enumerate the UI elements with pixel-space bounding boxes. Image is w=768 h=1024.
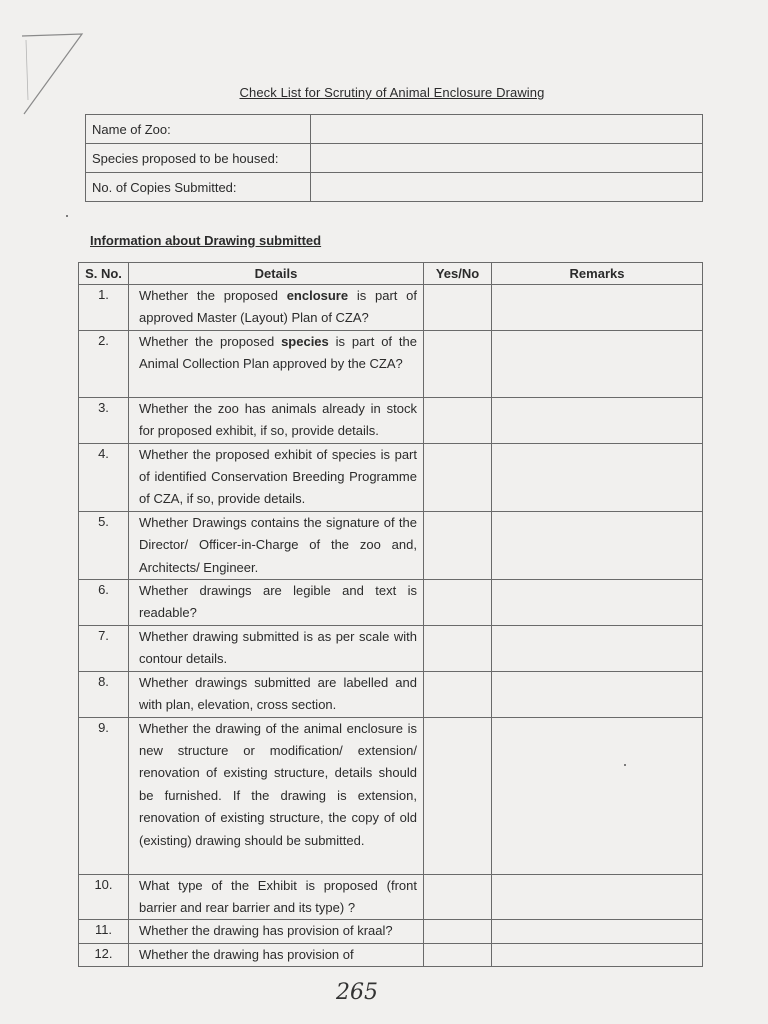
page-title: Check List for Scrutiny of Animal Enclosure Drawing [239,85,545,100]
row-yesno-cell [424,920,492,943]
row-yesno-cell [424,943,492,966]
info-value [311,173,703,202]
info-row [86,144,703,173]
row-yesno-cell [424,285,492,331]
row-yesno-cell [424,625,492,671]
row-details [129,717,424,874]
row-remarks-cell [492,671,703,717]
info-label: No. of Copies Submitted: [86,173,311,202]
row-remarks-cell [492,443,703,511]
header-yesno: Yes/No [424,263,492,285]
info-label: Species proposed to be housed: [86,144,311,173]
info-value [311,115,703,144]
details-text: Whether Drawings contains the signature of the Director/ Officer-in-Charge of the zoo and, Architects/ Engineer. [139,514,417,575]
row-details [129,943,424,966]
table-row [79,285,703,331]
info-value [311,144,703,173]
row-sno: 9. [79,717,129,874]
row-yesno-cell [424,671,492,717]
row-remarks-cell [492,330,703,397]
table-row [79,330,703,397]
zoo-info-table [85,114,703,202]
row-sno: 1. [79,285,129,331]
row-details [129,397,424,443]
details-text: Whether drawing submitted is as per scale with contour details. [139,628,417,667]
row-sno: 2. [79,330,129,397]
table-row [79,580,703,626]
row-details [129,920,424,943]
details-text: Whether drawings submitted are labelled and with plan, elevation, cross section. [139,674,417,713]
row-sno: 3. [79,397,129,443]
row-details [129,580,424,626]
row-yesno-cell [424,443,492,511]
details-text: is part of approved Master (Layout) Plan of CZA? [139,288,418,326]
row-yesno-cell [424,717,492,874]
table-row [79,625,703,671]
table-row [79,874,703,920]
row-sno: 6. [79,580,129,626]
row-yesno-cell [424,397,492,443]
table-row [79,943,703,966]
row-sno: 12. [79,943,129,966]
table-row [79,717,703,874]
row-details [129,874,424,920]
section-heading: Information about Drawing submitted [90,233,322,248]
details-text: Whether the drawing has provision of kraal? [139,923,393,939]
details-text: Whether the proposed [139,288,287,303]
row-details [129,330,424,397]
details-text: Whether the zoo has animals already in stock for proposed exhibit, if so, provide details. [139,400,417,439]
row-yesno-cell [424,580,492,626]
row-sno: 10. [79,874,129,920]
details-text: Whether the drawing has provision of [139,946,354,962]
row-details [129,285,424,331]
row-remarks-cell [492,717,703,874]
row-sno: 7. [79,625,129,671]
details-text: What type of the Exhibit is proposed (front barrier and rear barrier and its type) ? [139,877,417,915]
row-sno: 5. [79,511,129,579]
table-row [79,920,703,943]
row-remarks-cell [492,874,703,920]
row-remarks-cell [492,397,703,443]
row-sno: 11. [79,920,129,943]
details-text: Whether drawings are legible and text is readable? [139,583,417,621]
table-row [79,397,703,443]
details-text: is part of the Animal Collection Plan approved by the CZA? [139,333,417,372]
row-details [129,511,424,579]
details-text: Whether the proposed exhibit of species is part of identified Conservation Breeding Programme of CZA, if so, provide details. [139,446,417,507]
row-sno: 4. [79,443,129,511]
scan-speck [624,764,626,766]
row-sno: 8. [79,671,129,717]
folded-corner-mark [20,30,84,116]
row-details [129,443,424,511]
header-remarks: Remarks [492,263,703,285]
checklist-table [78,262,703,967]
header-details: Details [129,263,424,285]
details-text: Whether the drawing of the animal enclosure is new structure or modification/ extension/ renovation of existing structure, details should be furnished. If the drawing is extension, renovation of existing structure, the copy of old (existing) drawing should be submitted. [139,720,417,848]
row-remarks-cell [492,920,703,943]
header-sno: S. No. [79,263,129,285]
page-number: 265 [336,980,378,1005]
row-yesno-cell [424,330,492,397]
info-row [86,173,703,202]
row-remarks-cell [492,625,703,671]
row-yesno-cell [424,874,492,920]
row-remarks-cell [492,285,703,331]
row-remarks-cell [492,580,703,626]
details-emphasis: species [281,333,329,349]
table-row [79,443,703,511]
row-details [129,671,424,717]
details-text: Whether the proposed [139,333,282,349]
scan-speck [66,215,68,217]
details-emphasis: enclosure [286,288,349,303]
info-row [86,115,703,144]
row-details [129,625,424,671]
table-row [79,671,703,717]
table-row [79,511,703,579]
row-yesno-cell [424,511,492,579]
row-remarks-cell [492,511,703,579]
table-header-row [79,263,703,285]
row-remarks-cell [492,943,703,966]
info-label: Name of Zoo: [86,115,311,144]
